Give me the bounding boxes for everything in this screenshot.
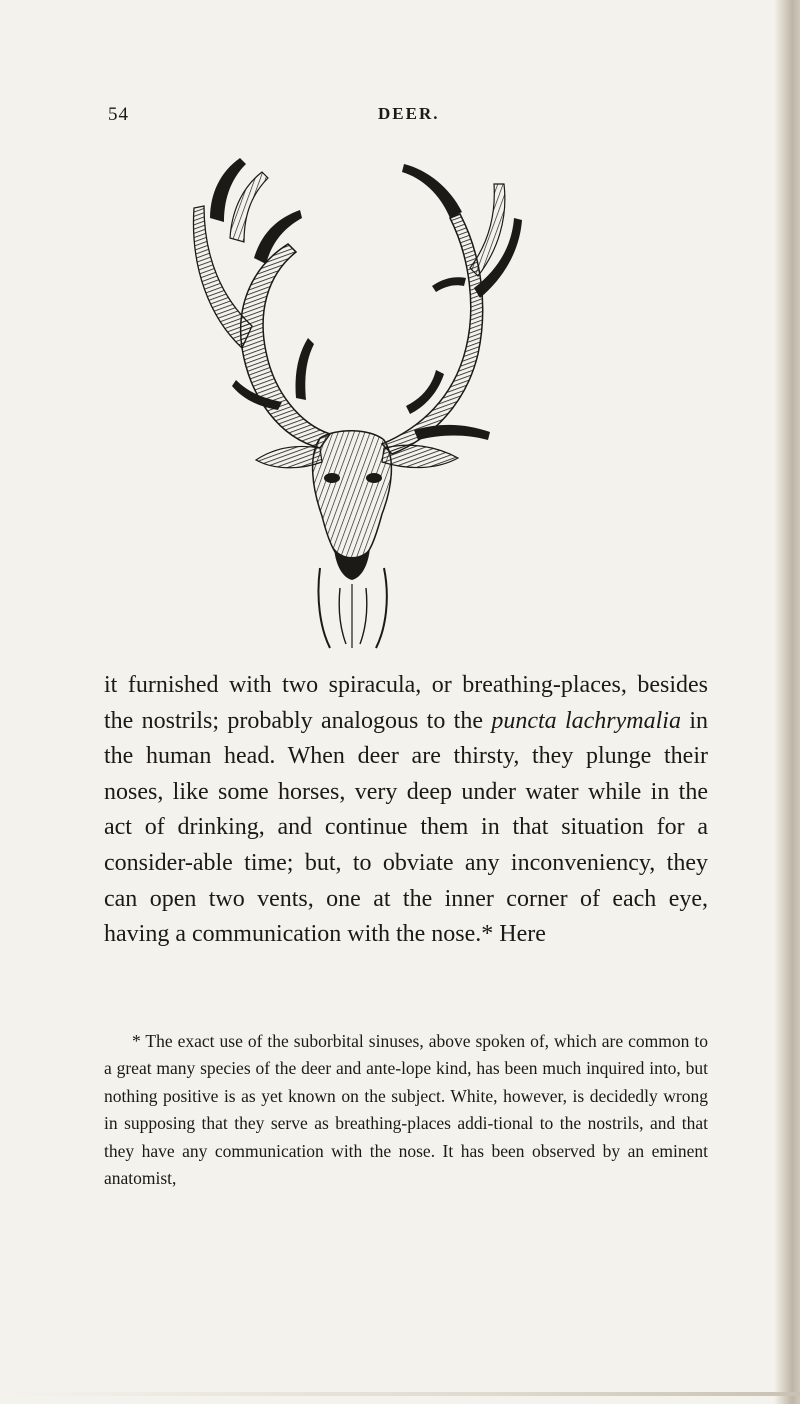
body-text-italic: puncta lachrymalia [491,707,681,734]
running-head: DEER. [378,104,440,123]
body-text [104,668,708,953]
footnote-text: * The exact use of the suborbital sinuses, above spoken of, which are common to a great many species of the deer and ante-lope kind, has been much inquired into, but nothing positive is as yet known on the subject. White, however, is decidedly wrong in supposing that they serve as breathing-places addi-tional to the nostrils, and that they have any communication with the nose. It has been observed by an eminent anatomist, [104,1031,708,1189]
footnote [104,1028,708,1192]
page-edge [774,0,800,1404]
deer-head-engraving [170,148,530,668]
deer-head-illustration [170,148,530,668]
body-text-part2: in the human head. When deer are thirsty, they plunge their noses, like some horses, very deep under water while in the act of drinking, and continue them in that situation for a consider-able time; but, to obviate any inconveniency, they can open two vents, one at the inner corner of each eye, having a communication with the nose.* Here [104,707,708,948]
page-header [108,104,692,134]
bottom-edge [0,1392,800,1396]
body-text-part1: it furnished with two spiracula, or breathing-places, besides the nostrils; probably analogous to the [104,672,708,734]
page-number: 54 [108,104,129,125]
body-paragraph [104,668,708,953]
